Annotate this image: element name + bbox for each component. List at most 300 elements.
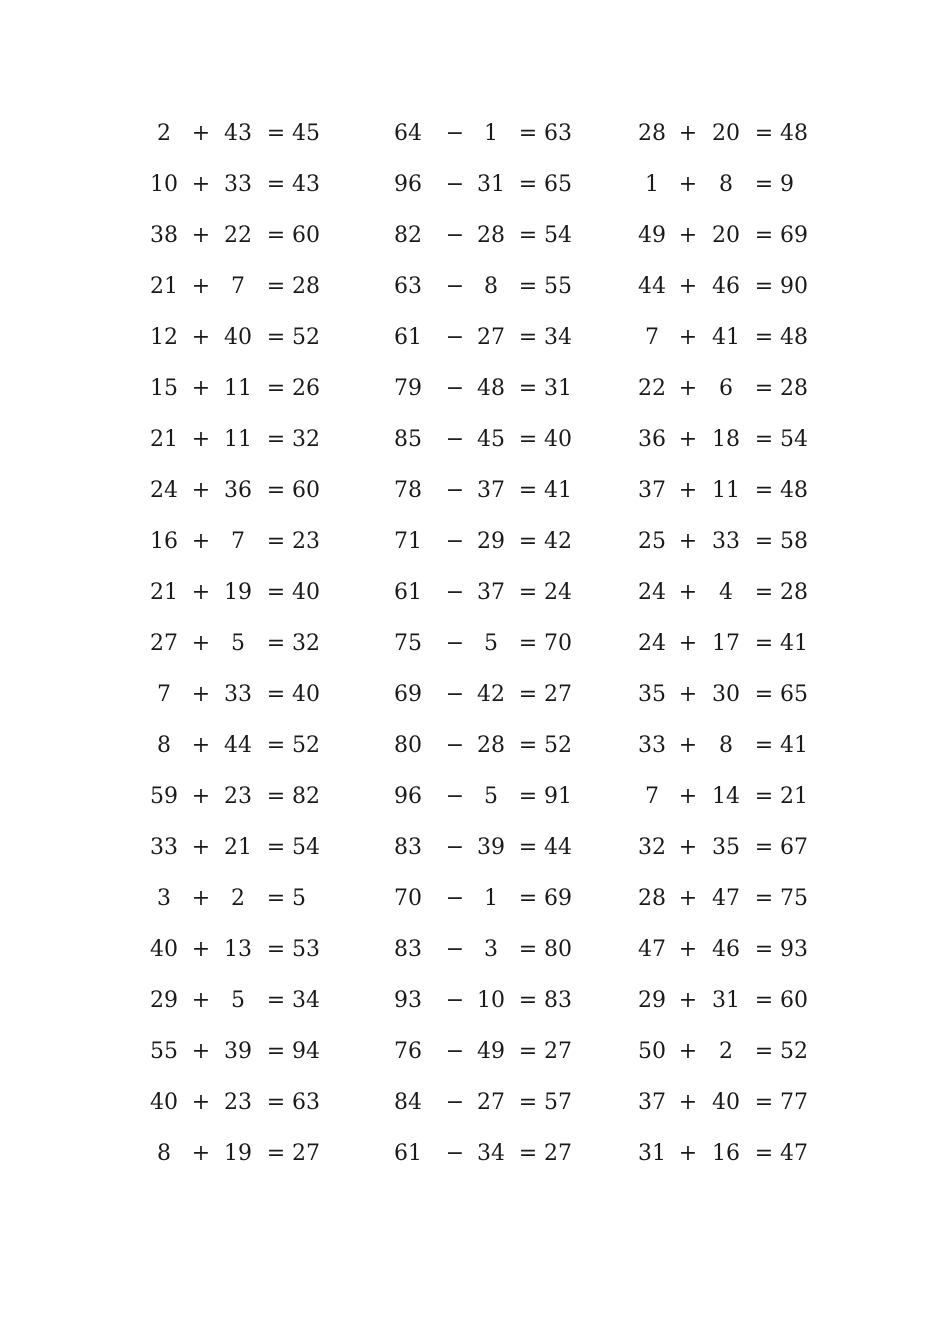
equals-sign: = [754, 223, 774, 248]
operand-a: 31 [638, 1141, 666, 1166]
operand-a: 83 [394, 835, 422, 860]
operator: + [191, 274, 211, 299]
operator: − [445, 376, 465, 401]
result: 93 [780, 937, 808, 962]
problem-row [0, 771, 950, 822]
equals-sign: = [518, 427, 538, 452]
problem-row [0, 618, 950, 669]
operator: − [445, 427, 465, 452]
operator: + [678, 325, 698, 350]
operand-b: 37 [477, 580, 505, 605]
equals-sign: = [518, 631, 538, 656]
operand-a: 7 [645, 784, 659, 809]
operand-a: 71 [394, 529, 422, 554]
equals-sign: = [754, 835, 774, 860]
result: 60 [780, 988, 808, 1013]
result: 40 [292, 580, 320, 605]
result: 44 [544, 835, 572, 860]
operand-b: 47 [712, 886, 740, 911]
equals-sign: = [754, 478, 774, 503]
result: 31 [544, 376, 572, 401]
operand-a: 76 [394, 1039, 422, 1064]
equals-sign: = [518, 886, 538, 911]
operator: + [191, 172, 211, 197]
operand-a: 16 [150, 529, 178, 554]
problem-row [0, 1077, 950, 1128]
problem-row [0, 159, 950, 210]
operator: − [445, 886, 465, 911]
operand-b: 19 [224, 580, 252, 605]
operand-a: 3 [157, 886, 171, 911]
result: 80 [544, 937, 572, 962]
operand-a: 82 [394, 223, 422, 248]
operator: + [191, 631, 211, 656]
equals-sign: = [754, 937, 774, 962]
result: 52 [780, 1039, 808, 1064]
operand-a: 69 [394, 682, 422, 707]
equals-sign: = [266, 784, 286, 809]
equals-sign: = [518, 376, 538, 401]
result: 23 [292, 529, 320, 554]
operand-b: 18 [712, 427, 740, 452]
operand-a: 33 [150, 835, 178, 860]
equals-sign: = [266, 427, 286, 452]
operator: + [678, 427, 698, 452]
operand-b: 48 [477, 376, 505, 401]
result: 42 [544, 529, 572, 554]
operand-a: 38 [150, 223, 178, 248]
result: 60 [292, 223, 320, 248]
operand-b: 40 [712, 1090, 740, 1115]
operand-a: 7 [645, 325, 659, 350]
problem-row [0, 1026, 950, 1077]
operand-a: 63 [394, 274, 422, 299]
operator: + [191, 784, 211, 809]
operator: − [445, 274, 465, 299]
operand-a: 37 [638, 478, 666, 503]
operator: − [445, 988, 465, 1013]
equals-sign: = [518, 988, 538, 1013]
result: 90 [780, 274, 808, 299]
operator: − [445, 529, 465, 554]
result: 40 [544, 427, 572, 452]
operand-a: 44 [638, 274, 666, 299]
operand-b: 33 [224, 682, 252, 707]
operand-b: 46 [712, 937, 740, 962]
equals-sign: = [754, 631, 774, 656]
problem-row [0, 312, 950, 363]
operand-a: 21 [150, 427, 178, 452]
operand-a: 84 [394, 1090, 422, 1115]
operator: + [191, 1141, 211, 1166]
operand-b: 31 [477, 172, 505, 197]
operand-a: 28 [638, 121, 666, 146]
result: 54 [292, 835, 320, 860]
result: 27 [544, 1141, 572, 1166]
equals-sign: = [754, 784, 774, 809]
equals-sign: = [518, 1141, 538, 1166]
result: 9 [780, 172, 794, 197]
operator: + [678, 733, 698, 758]
operand-a: 83 [394, 937, 422, 962]
operand-a: 80 [394, 733, 422, 758]
equals-sign: = [266, 223, 286, 248]
result: 82 [292, 784, 320, 809]
result: 28 [780, 376, 808, 401]
operand-a: 55 [150, 1039, 178, 1064]
result: 63 [292, 1090, 320, 1115]
problem-row [0, 465, 950, 516]
problem-row [0, 261, 950, 312]
operand-b: 13 [224, 937, 252, 962]
operand-b: 5 [231, 631, 245, 656]
operand-b: 30 [712, 682, 740, 707]
operator: + [678, 631, 698, 656]
problem-row [0, 363, 950, 414]
problem-row [0, 924, 950, 975]
operand-b: 23 [224, 1090, 252, 1115]
result: 27 [544, 682, 572, 707]
operand-a: 75 [394, 631, 422, 656]
operand-a: 7 [157, 682, 171, 707]
operand-b: 5 [484, 631, 498, 656]
operand-b: 41 [712, 325, 740, 350]
equals-sign: = [266, 376, 286, 401]
operator: + [191, 1090, 211, 1115]
result: 32 [292, 427, 320, 452]
equals-sign: = [518, 121, 538, 146]
equals-sign: = [266, 835, 286, 860]
operator: + [191, 1039, 211, 1064]
operand-b: 3 [484, 937, 498, 962]
operand-b: 8 [484, 274, 498, 299]
operator: + [191, 988, 211, 1013]
operand-b: 7 [231, 274, 245, 299]
equals-sign: = [754, 427, 774, 452]
operand-a: 27 [150, 631, 178, 656]
equals-sign: = [266, 1090, 286, 1115]
operand-a: 24 [150, 478, 178, 503]
equals-sign: = [754, 886, 774, 911]
operand-a: 22 [638, 376, 666, 401]
operand-b: 35 [712, 835, 740, 860]
operand-a: 49 [638, 223, 666, 248]
operand-b: 11 [224, 376, 252, 401]
operator: − [445, 1141, 465, 1166]
operand-a: 70 [394, 886, 422, 911]
equals-sign: = [266, 631, 286, 656]
result: 69 [780, 223, 808, 248]
operator: + [678, 937, 698, 962]
operand-a: 96 [394, 172, 422, 197]
equals-sign: = [518, 478, 538, 503]
equals-sign: = [754, 172, 774, 197]
result: 48 [780, 121, 808, 146]
operand-a: 32 [638, 835, 666, 860]
operand-b: 29 [477, 529, 505, 554]
operand-b: 39 [224, 1039, 252, 1064]
operator: + [678, 886, 698, 911]
operand-b: 33 [224, 172, 252, 197]
operand-b: 2 [231, 886, 245, 911]
result: 41 [780, 631, 808, 656]
result: 91 [544, 784, 572, 809]
operand-b: 11 [224, 427, 252, 452]
operand-b: 17 [712, 631, 740, 656]
equals-sign: = [518, 937, 538, 962]
operator: + [678, 784, 698, 809]
equals-sign: = [518, 529, 538, 554]
operand-b: 16 [712, 1141, 740, 1166]
operand-b: 33 [712, 529, 740, 554]
operand-b: 20 [712, 223, 740, 248]
operand-a: 15 [150, 376, 178, 401]
problem-row [0, 108, 950, 159]
equals-sign: = [266, 478, 286, 503]
result: 28 [292, 274, 320, 299]
result: 28 [780, 580, 808, 605]
equals-sign: = [518, 325, 538, 350]
operator: + [678, 274, 698, 299]
operator: − [445, 172, 465, 197]
operator: + [678, 172, 698, 197]
result: 69 [544, 886, 572, 911]
operand-a: 1 [645, 172, 659, 197]
worksheet [0, 108, 950, 1179]
operand-b: 43 [224, 121, 252, 146]
result: 77 [780, 1090, 808, 1115]
operand-b: 28 [477, 733, 505, 758]
equals-sign: = [754, 1090, 774, 1115]
equals-sign: = [518, 172, 538, 197]
equals-sign: = [754, 682, 774, 707]
operand-a: 96 [394, 784, 422, 809]
result: 40 [292, 682, 320, 707]
result: 54 [544, 223, 572, 248]
operand-b: 8 [719, 733, 733, 758]
equals-sign: = [518, 580, 538, 605]
operator: + [191, 580, 211, 605]
result: 41 [780, 733, 808, 758]
result: 27 [292, 1141, 320, 1166]
result: 27 [544, 1039, 572, 1064]
operand-b: 23 [224, 784, 252, 809]
operator: − [445, 682, 465, 707]
operand-a: 2 [157, 121, 171, 146]
operand-b: 44 [224, 733, 252, 758]
operand-a: 10 [150, 172, 178, 197]
result: 32 [292, 631, 320, 656]
result: 34 [544, 325, 572, 350]
operator: + [678, 1090, 698, 1115]
operand-a: 85 [394, 427, 422, 452]
problem-row [0, 669, 950, 720]
operator: + [678, 835, 698, 860]
equals-sign: = [518, 835, 538, 860]
operator: + [191, 529, 211, 554]
operand-b: 1 [484, 121, 498, 146]
operator: + [678, 988, 698, 1013]
operand-b: 5 [231, 988, 245, 1013]
operator: + [191, 886, 211, 911]
operator: + [191, 733, 211, 758]
result: 26 [292, 376, 320, 401]
equals-sign: = [518, 274, 538, 299]
result: 41 [544, 478, 572, 503]
problem-row [0, 1128, 950, 1179]
operator: + [678, 529, 698, 554]
result: 60 [292, 478, 320, 503]
operator: − [445, 478, 465, 503]
operator: + [678, 580, 698, 605]
operand-b: 31 [712, 988, 740, 1013]
operand-b: 40 [224, 325, 252, 350]
equals-sign: = [754, 376, 774, 401]
operand-a: 59 [150, 784, 178, 809]
equals-sign: = [266, 274, 286, 299]
operand-b: 14 [712, 784, 740, 809]
operand-a: 29 [638, 988, 666, 1013]
operand-a: 93 [394, 988, 422, 1013]
problem-row [0, 873, 950, 924]
operand-a: 37 [638, 1090, 666, 1115]
operand-a: 61 [394, 1141, 422, 1166]
equals-sign: = [754, 1039, 774, 1064]
equals-sign: = [518, 682, 538, 707]
equals-sign: = [266, 988, 286, 1013]
equals-sign: = [754, 529, 774, 554]
operand-b: 28 [477, 223, 505, 248]
equals-sign: = [266, 733, 286, 758]
operand-b: 21 [224, 835, 252, 860]
result: 57 [544, 1090, 572, 1115]
equals-sign: = [266, 325, 286, 350]
operator: + [191, 478, 211, 503]
result: 65 [544, 172, 572, 197]
operator: + [191, 121, 211, 146]
result: 48 [780, 478, 808, 503]
equals-sign: = [754, 325, 774, 350]
problem-row [0, 414, 950, 465]
operand-b: 39 [477, 835, 505, 860]
result: 83 [544, 988, 572, 1013]
result: 34 [292, 988, 320, 1013]
operator: − [445, 835, 465, 860]
operator: + [191, 427, 211, 452]
result: 21 [780, 784, 808, 809]
operand-a: 8 [157, 733, 171, 758]
operand-b: 42 [477, 682, 505, 707]
equals-sign: = [266, 121, 286, 146]
equals-sign: = [518, 1090, 538, 1115]
equals-sign: = [518, 223, 538, 248]
operator: − [445, 121, 465, 146]
operand-b: 11 [712, 478, 740, 503]
operator: − [445, 325, 465, 350]
operator: − [445, 733, 465, 758]
operand-b: 8 [719, 172, 733, 197]
operand-a: 24 [638, 580, 666, 605]
operator: + [191, 835, 211, 860]
equals-sign: = [518, 784, 538, 809]
operand-a: 61 [394, 580, 422, 605]
equals-sign: = [754, 274, 774, 299]
result: 54 [780, 427, 808, 452]
operator: + [678, 1039, 698, 1064]
operand-b: 5 [484, 784, 498, 809]
operand-b: 36 [224, 478, 252, 503]
equals-sign: = [266, 172, 286, 197]
operator: + [191, 325, 211, 350]
equals-sign: = [754, 988, 774, 1013]
result: 63 [544, 121, 572, 146]
operator: + [678, 478, 698, 503]
result: 5 [292, 886, 306, 911]
operand-b: 2 [719, 1039, 733, 1064]
operand-b: 46 [712, 274, 740, 299]
operator: − [445, 784, 465, 809]
equals-sign: = [266, 580, 286, 605]
operand-a: 64 [394, 121, 422, 146]
result: 75 [780, 886, 808, 911]
result: 55 [544, 274, 572, 299]
operand-a: 78 [394, 478, 422, 503]
operand-a: 33 [638, 733, 666, 758]
operator: − [445, 1090, 465, 1115]
result: 58 [780, 529, 808, 554]
result: 52 [292, 733, 320, 758]
result: 43 [292, 172, 320, 197]
operator: + [678, 1141, 698, 1166]
operand-a: 40 [150, 1090, 178, 1115]
result: 70 [544, 631, 572, 656]
operator: − [445, 580, 465, 605]
operand-b: 27 [477, 325, 505, 350]
problem-row [0, 822, 950, 873]
operand-a: 36 [638, 427, 666, 452]
operand-a: 25 [638, 529, 666, 554]
operator: − [445, 223, 465, 248]
result: 52 [292, 325, 320, 350]
result: 53 [292, 937, 320, 962]
operator: + [678, 223, 698, 248]
operand-a: 47 [638, 937, 666, 962]
operator: + [191, 223, 211, 248]
operator: + [191, 937, 211, 962]
equals-sign: = [754, 1141, 774, 1166]
operand-a: 24 [638, 631, 666, 656]
problem-row [0, 516, 950, 567]
operand-a: 35 [638, 682, 666, 707]
problem-row [0, 975, 950, 1026]
operator: + [678, 121, 698, 146]
equals-sign: = [754, 580, 774, 605]
equals-sign: = [266, 1141, 286, 1166]
equals-sign: = [266, 937, 286, 962]
operator: − [445, 631, 465, 656]
operator: + [191, 376, 211, 401]
result: 67 [780, 835, 808, 860]
operand-a: 29 [150, 988, 178, 1013]
operand-a: 61 [394, 325, 422, 350]
problem-row [0, 210, 950, 261]
operand-b: 19 [224, 1141, 252, 1166]
operand-b: 49 [477, 1039, 505, 1064]
result: 47 [780, 1141, 808, 1166]
operand-a: 21 [150, 274, 178, 299]
operator: + [678, 682, 698, 707]
operator: + [678, 376, 698, 401]
